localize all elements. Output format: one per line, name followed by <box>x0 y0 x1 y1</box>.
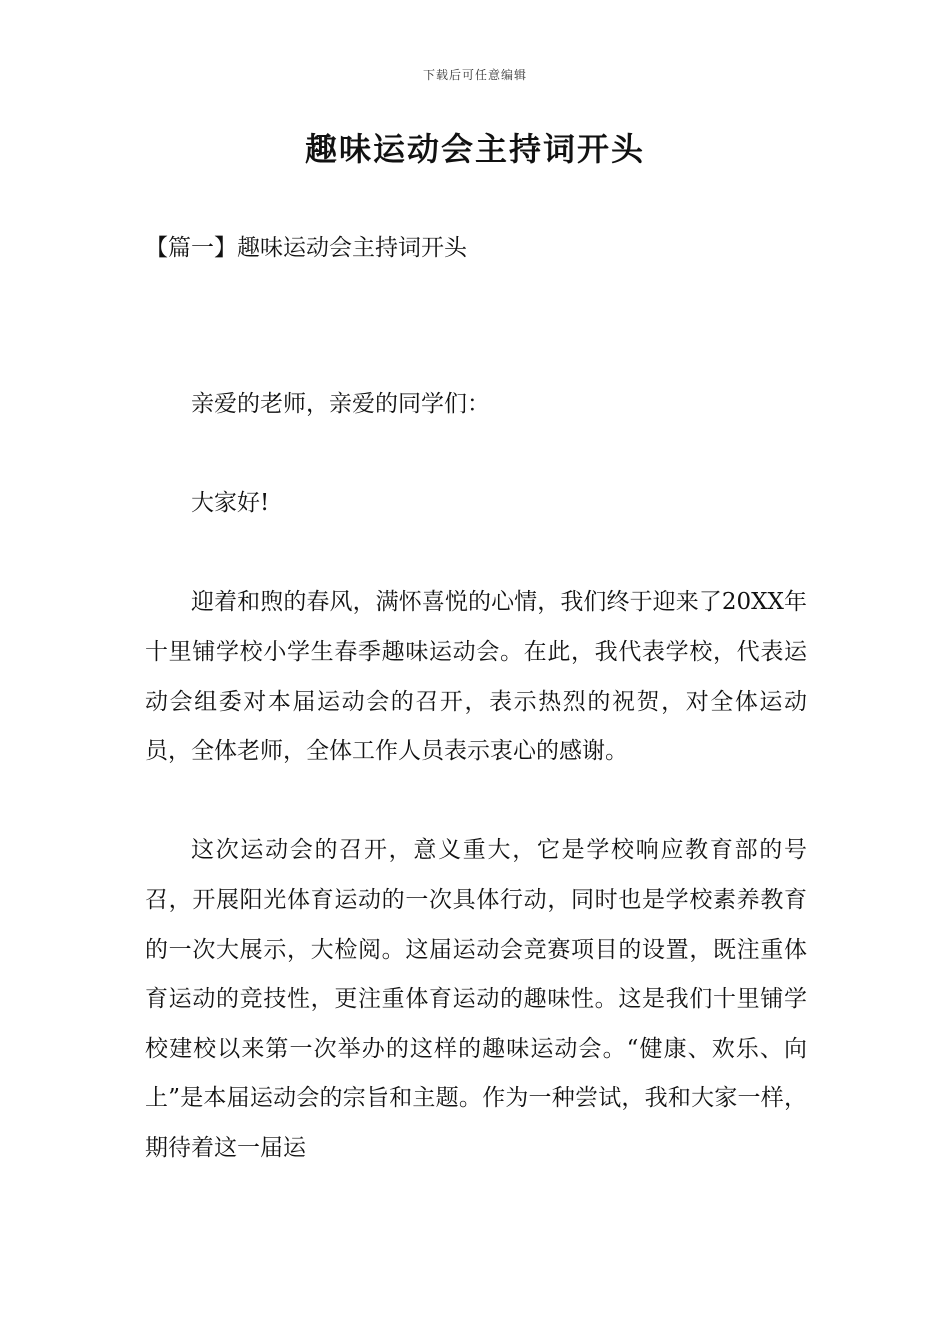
paragraph-greeting: 大家好! <box>191 490 270 517</box>
paragraph-significance: 这次运动会的召开，意义重大，它是学校响应教育部的号召，开展阳光体育运动的一次具体行动，同时也是学校素养教育的一次大展示，大检阅。这届运动会竞赛项目的设置，既注重体育运动的竞技性，更注重体育运动的趣味性。这是我们十里铺学校建校以来第一次举办的这样的趣味运动会。“健康、欢乐、向上”是本届运动会的宗旨和主题。作为一种尝试，我和大家一样，期待着这一届运 <box>145 837 807 1161</box>
header-note: 下载后可任意编辑 <box>422 68 527 82</box>
section-heading: 【篇一】趣味运动会主持词开头 <box>145 235 467 261</box>
document-title: 趣味运动会主持词开头 <box>304 130 645 168</box>
document-body <box>145 380 807 1174</box>
paragraph-salutation: 亲爱的老师，亲爱的同学们： <box>191 391 490 417</box>
paragraph-welcome: 迎着和煦的春风，满怀喜悦的心情，我们终于迎来了20XX年十里铺学校小学生春季趣味运动会。在此，我代表学校，代表运动会组委对本届运动会的召开，表示热烈的祝贺，对全体运动员，全体老师，全体工作人员表示衷心的感谢。 <box>145 589 807 765</box>
